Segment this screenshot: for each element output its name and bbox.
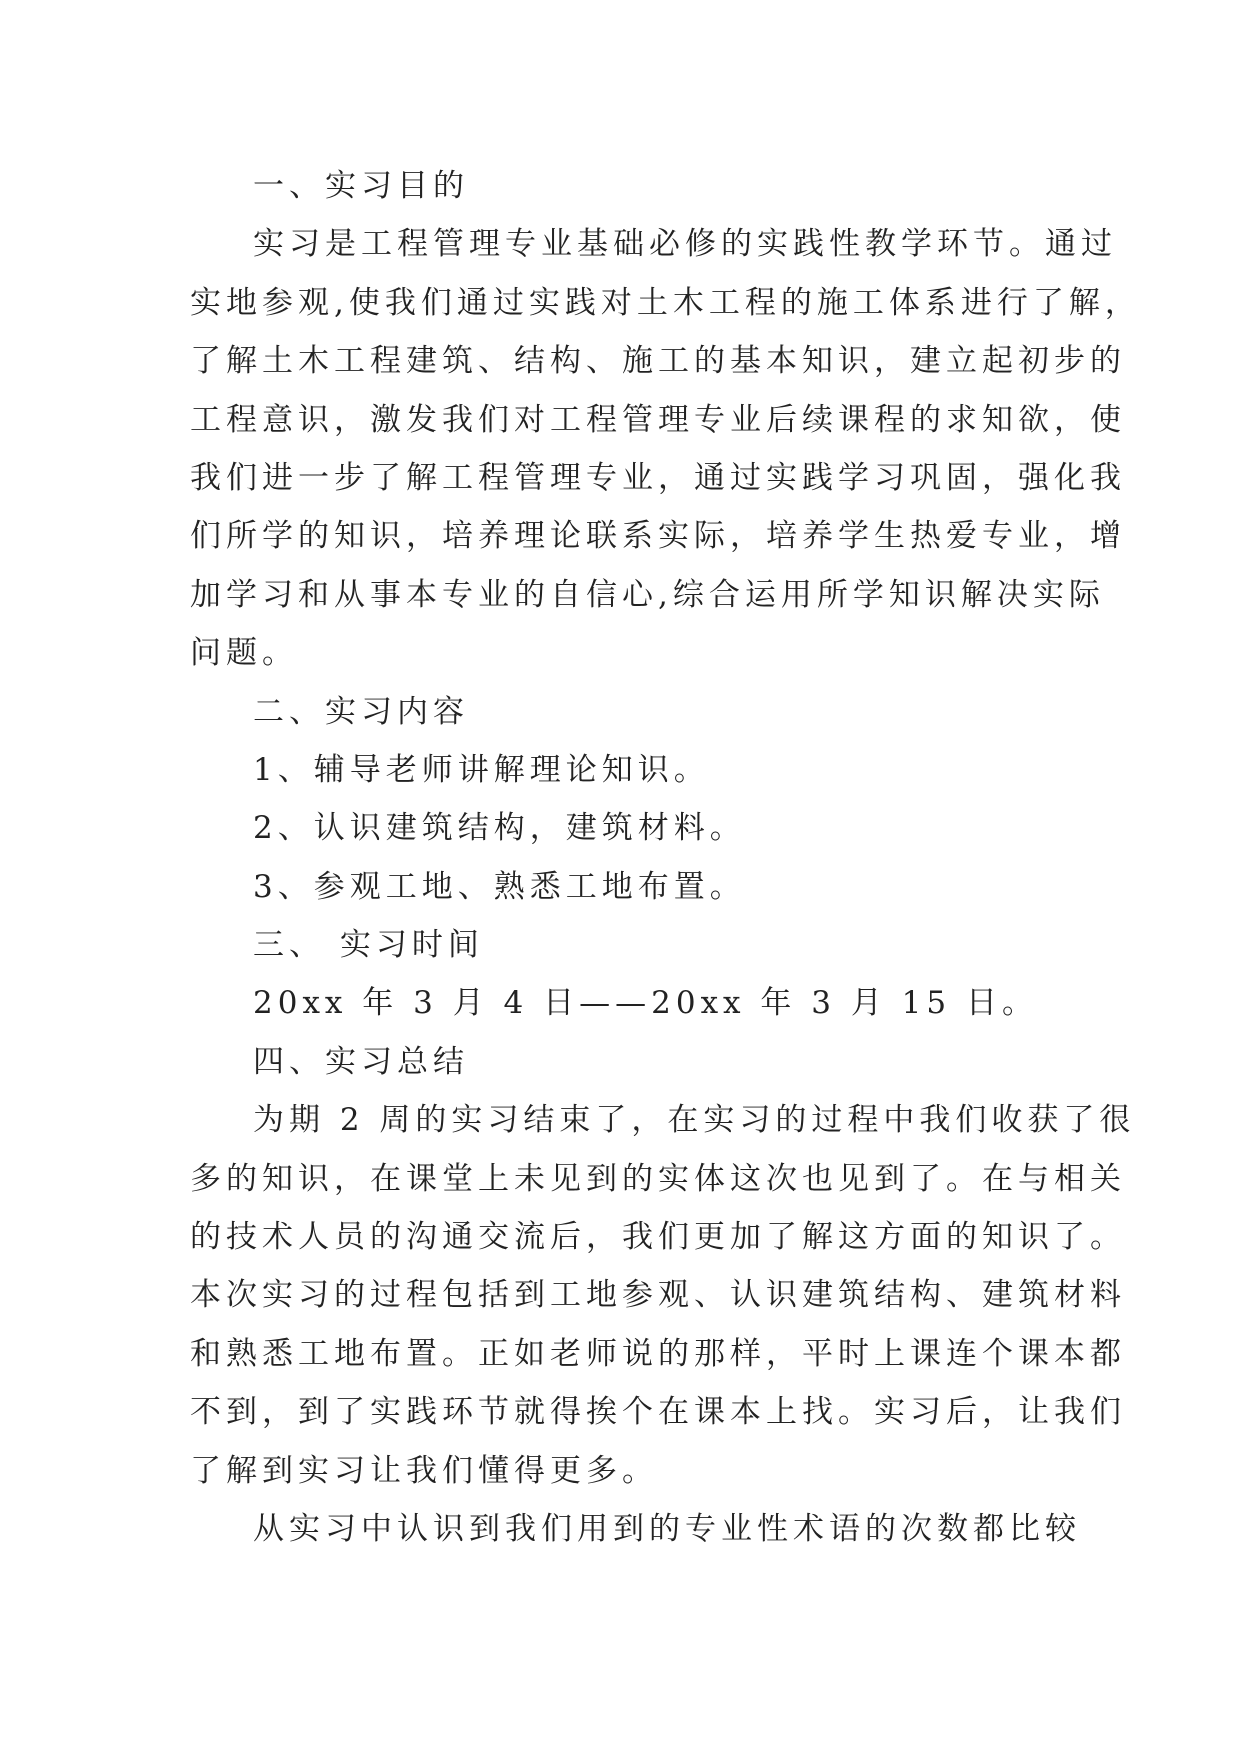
paragraph-line: 们所学的知识，培养理论联系实际，培养学生热爱专业，增 [190,518,1126,555]
list-item: 1、辅导老师讲解理论知识。 [253,751,710,788]
list-item: 2、认识建筑结构，建筑材料。 [253,810,746,847]
paragraph-line: 问题。 [190,635,298,672]
heading-internship-content: 二、实习内容 [253,693,469,730]
heading-internship-time: 三、 实习时间 [253,927,484,964]
paragraph-line: 和熟悉工地布置。正如老师说的那样，平时上课连个课本都 [190,1335,1126,1372]
paragraph-line: 不到，到了实践环节就得挨个在课本上找。实习后，让我们 [190,1394,1126,1431]
internship-date-range: 20xx 年 3 月 4 日——20xx 年 3 月 15 日。 [253,985,1038,1022]
paragraph-line: 从实习中认识到我们用到的专业性术语的次数都比较 [253,1510,1081,1547]
paragraph-line: 的技术人员的沟通交流后，我们更加了解这方面的知识了。 [190,1219,1126,1256]
paragraph-line: 工程意识，激发我们对工程管理专业后续课程的求知欲，使 [190,401,1126,438]
heading-internship-purpose: 一、实习目的 [253,168,469,204]
paragraph-line: 为期 2 周的实习结束了，在实习的过程中我们收获了很 [253,1102,1136,1139]
paragraph-line: 加学习和从事本专业的自信心,综合运用所学知识解决实际 [190,576,1105,613]
document-body [190,157,1141,1558]
list-item: 3、参观工地、熟悉工地布置。 [253,868,746,905]
paragraph-line: 本次实习的过程包括到工地参观、认识建筑结构、建筑材料 [190,1277,1126,1314]
paragraph-line: 我们进一步了解工程管理专业，通过实践学习巩固，强化我 [190,459,1126,496]
paragraph-line: 了解土木工程建筑、结构、施工的基本知识，建立起初步的 [190,343,1126,380]
paragraph-line: 了解到实习让我们懂得更多。 [190,1452,658,1489]
paragraph-line: 实习是工程管理专业基础必修的实践性教学环节。通过 [253,226,1117,263]
heading-internship-summary: 四、实习总结 [253,1043,469,1080]
paragraph-line: 多的知识，在课堂上未见到的实体这次也见到了。在与相关 [190,1160,1126,1197]
paragraph-line: 实地参观,使我们通过实践对土木工程的施工体系进行了解， [190,284,1141,321]
